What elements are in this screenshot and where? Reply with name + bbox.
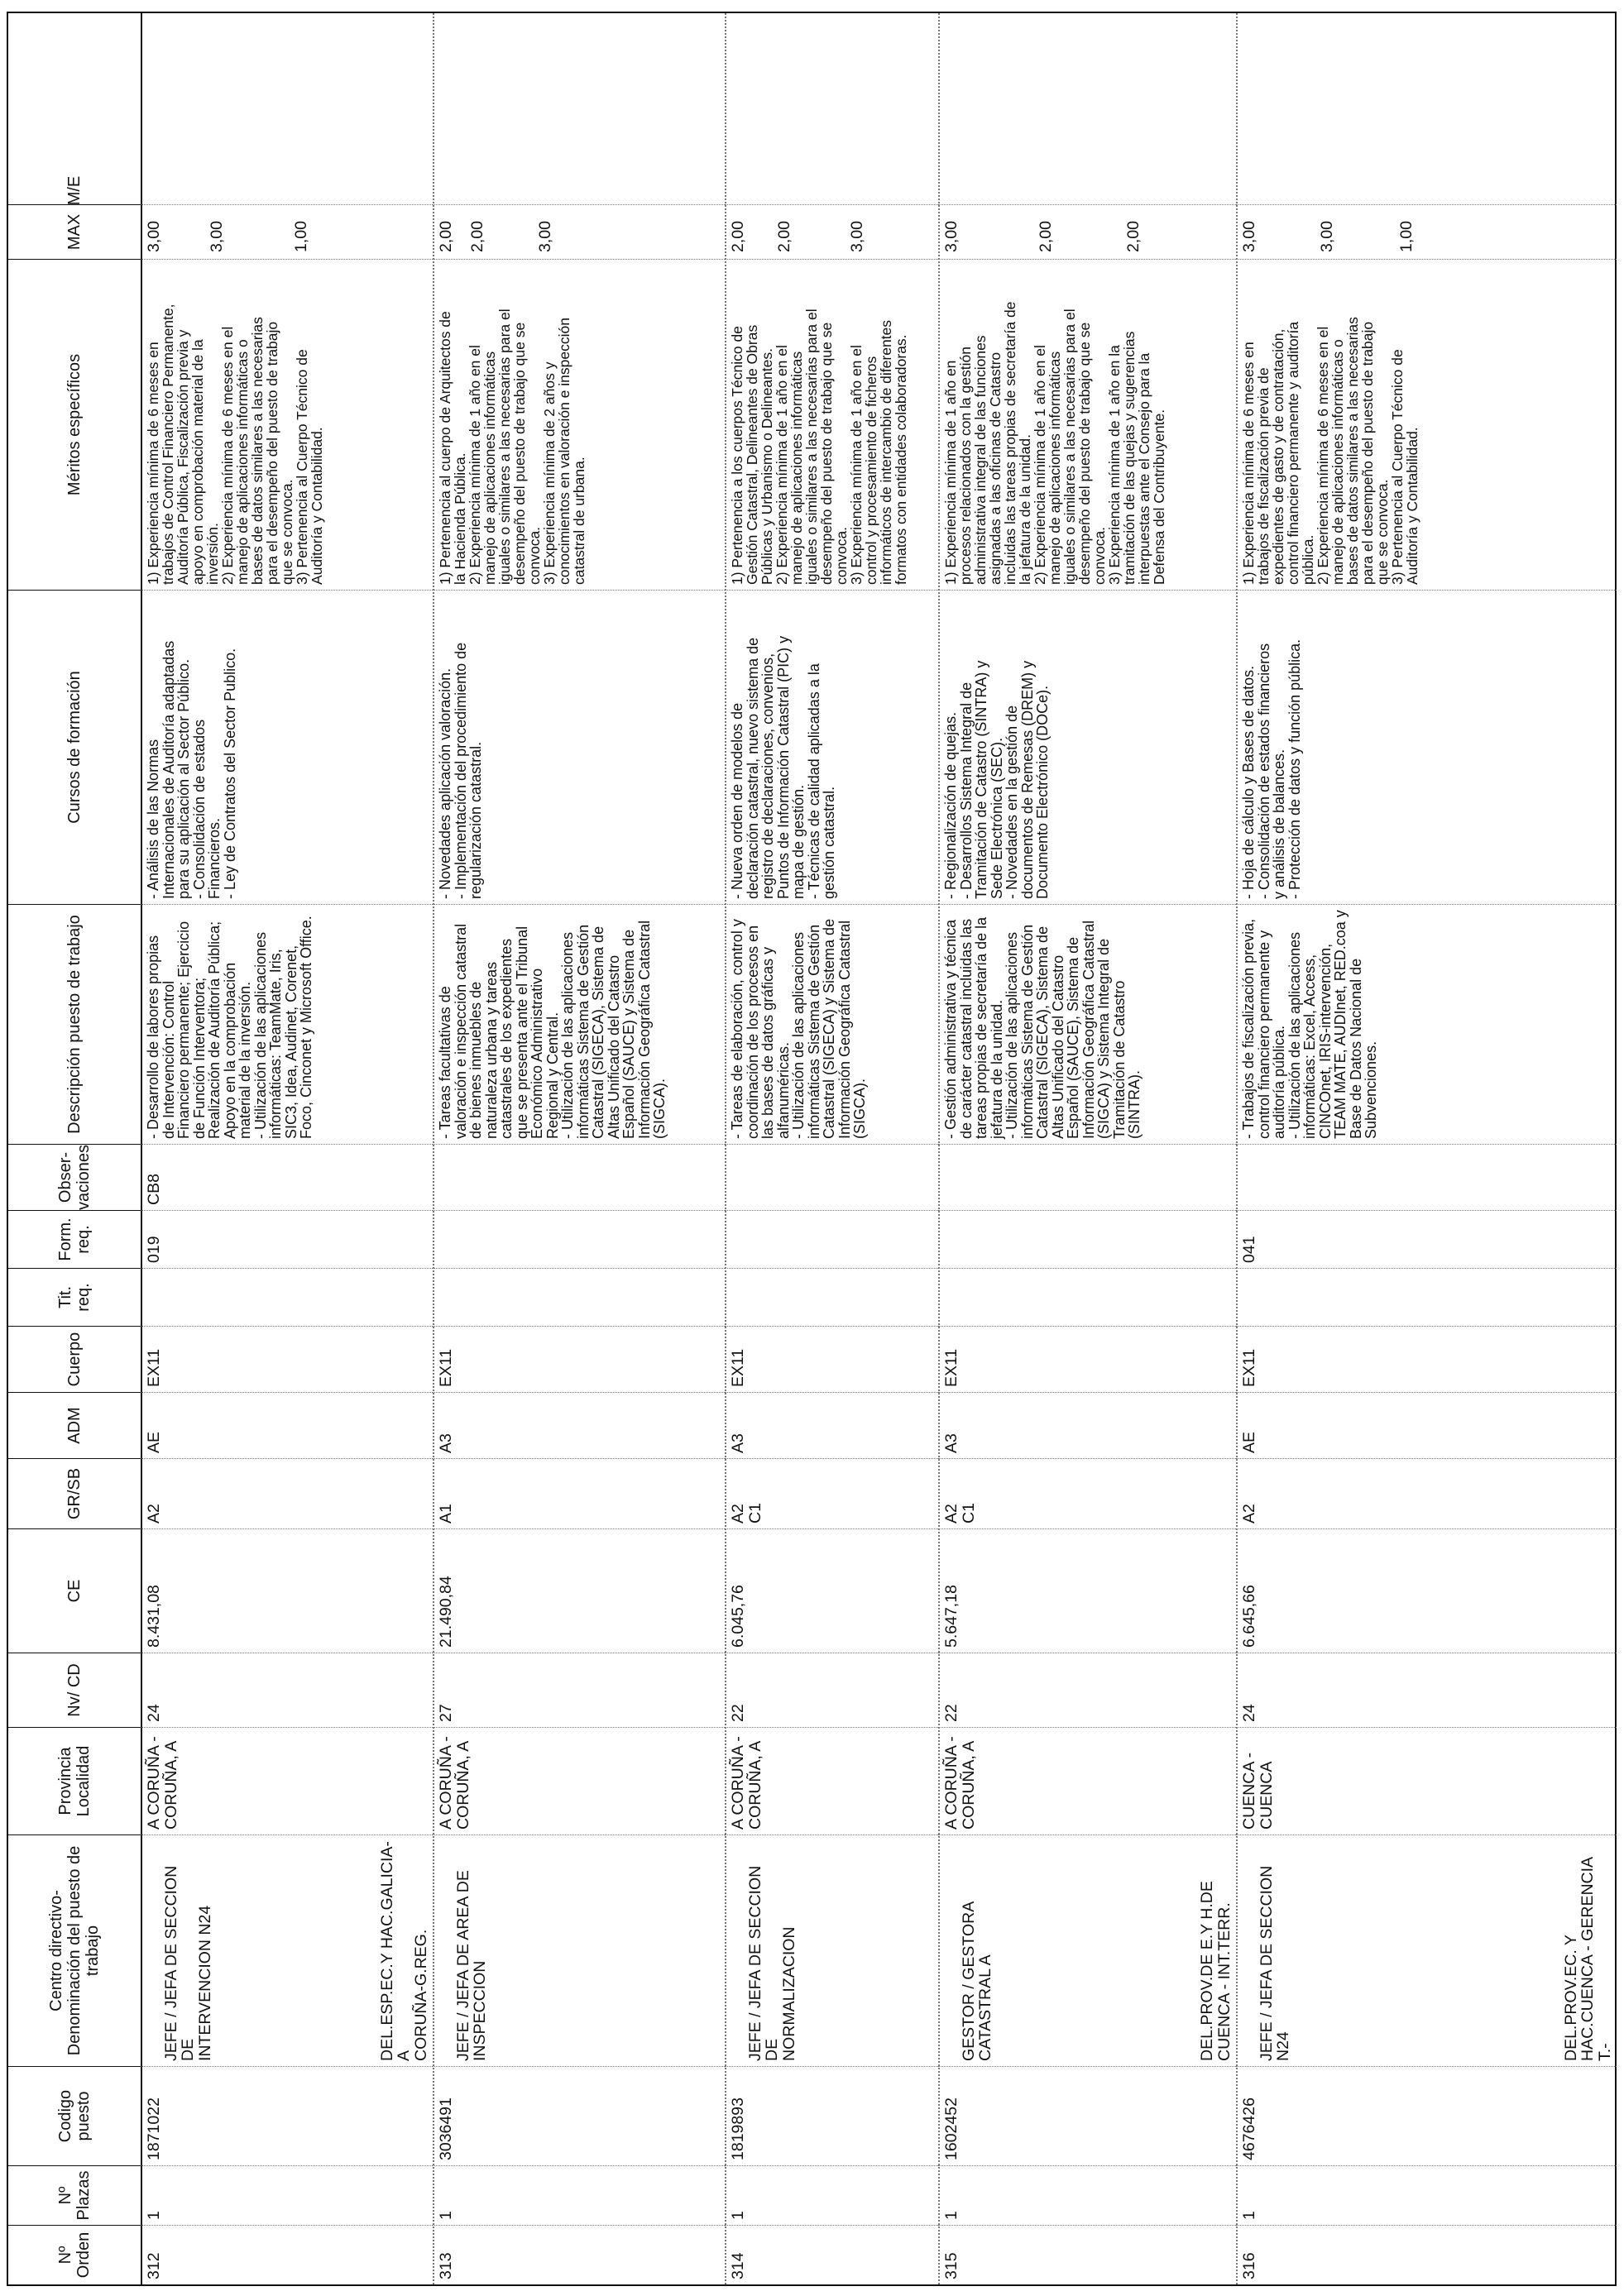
centro-cell [141, 1834, 433, 2066]
centro-denominacion: JEFE / JEFA DE AREA DE INSPECCION [453, 1870, 489, 2061]
cuerpo-cell: EX11 [433, 1326, 725, 1392]
centro-cell [938, 1834, 1236, 2066]
meritos-cell: 1) Pertenencia a los cuerpos Técnico de Gestión Catastral, Delineantes de Obras Públicas y Urbanismo o Delineantes. 2) Experiencia mínima de 1 año en el manejo de aplicaciones informáticas iguales o similares a las necesarias para el desempeño del puesto de trabajo que se convoca. 3) Experiencia mínima de 1 año en el control y procesamiento de ficheros informáticos de intercambio de diferentes formatos con entidades colaboradoras. [725, 259, 938, 590]
grupo-cell: A2 C1 [938, 1458, 1236, 1528]
meritos-cell: 1) Experiencia mínima de 1 año en procesos relacionados con la gestión administrativa integral de las funciones asignadas a las oficinas de Catastro incluidas las tareas propias de secretaría de la jefatura de la unidad. 2) Experiencia mínima de 1 año en el manejo de aplicaciones informáticas iguales o similares a las necesarias para el desempeño del puesto de trabajo que se convoca. 3) Experiencia mínima de 1 año en la tramitación de las quejas y sugerencias interpuestas ante el Consejo para la Defensa del Contribuyente. [938, 259, 1236, 590]
table-row [1236, 13, 1617, 2284]
codigo-cell: 1871022 [141, 2066, 433, 2165]
plazas-cell: 1 [1236, 2165, 1617, 2225]
centro-denominacion: JEFE / JEFA DE SECCION DE NORMALIZACION [745, 1865, 798, 2061]
codigo-cell: 3036491 [433, 2066, 725, 2165]
plazas-cell: 1 [938, 2165, 1236, 2225]
cuerpo-cell: EX11 [938, 1326, 1236, 1392]
form-cell [725, 1210, 938, 1268]
centro-cell [725, 1834, 938, 2066]
cursos-cell: - Análisis de las Normas Internacionales de Auditoría adaptadas para su aplicación al Sector Público. - Consolidación de estados Financieros. - Ley de Contratos del Sector Publico. [141, 590, 433, 904]
col-descripcion-header: Descripción puesto de trabajo [8, 904, 141, 1144]
max-cell [141, 204, 433, 259]
job-positions-table [7, 12, 1617, 2286]
col-me-header: M/E [65, 175, 84, 206]
max-value: 3,00 [145, 221, 163, 252]
col-centro-header: Centro directivo- Denominación del puesto de trabajo [8, 1834, 141, 2066]
centro-directivo: DEL.PROV.EC. Y HAC.CUENCA - GERENCIA T.- [1561, 1858, 1614, 2061]
codigo-cell: 1602452 [938, 2066, 1236, 2165]
obs-cell [1236, 1144, 1617, 1210]
nivel-cell: 24 [141, 1653, 433, 1727]
max-value: 3,00 [848, 221, 866, 252]
table-body [141, 13, 1615, 2284]
max-value: 3,00 [942, 221, 961, 252]
max-value: 3,00 [208, 221, 226, 252]
col-cursos-header: Cursos de formación [8, 590, 141, 904]
adm-cell: AE [1236, 1392, 1617, 1458]
provincia-cell: A CORUÑA - CORUÑA, A [938, 1727, 1236, 1834]
col-nivel-header: Nv/ CD [8, 1653, 141, 1727]
form-cell [433, 1210, 725, 1268]
centro-denominacion: JEFE / JEFA DE SECCION DE INTERVENCION N24 [161, 1865, 214, 2061]
form-cell: 041 [1236, 1210, 1617, 1268]
grupo-cell: A2 [141, 1458, 433, 1528]
plazas-cell: 1 [141, 2165, 433, 2225]
adm-cell: A3 [938, 1392, 1236, 1458]
me-cell [1236, 177, 1617, 204]
descripcion-cell: - Tareas de elaboración, control y coordinación de los procesos en las bases de datos gráficas y alfanuméricas. - Utilización de las aplicaciones informáticas Sistema de Gestión Catastral (SIGECA) y Sistema de Información Geográfica Catastral (SIGCA). [725, 904, 938, 1144]
descripcion-cell: - Gestión administrativa y técnica de carácter catastral incluidas las tareas propias de secretaría de la jefatura de la unidad. - Utilización de las aplicaciones informáticas Sistema de Gestión Catastral (SIGECA), Sistema de Altas Unificado del Catastro Español (SAUCE), Sistema de Información Geográfica Catastral (SIGCA) y Sistema Integral de Tramitación de Catastro (SINTRA). [938, 904, 1236, 1144]
me-cell [938, 177, 1236, 204]
col-cuerpo-header: Cuerpo [8, 1326, 141, 1392]
me-cell [433, 177, 725, 204]
me-cell [141, 177, 433, 204]
ce-cell: 8.431,08 [141, 1528, 433, 1653]
nivel-cell: 22 [938, 1653, 1236, 1727]
table-header [8, 13, 142, 2284]
provincia-cell: A CORUÑA - CORUÑA, A [725, 1727, 938, 1834]
max-value: 2,00 [775, 221, 793, 252]
cursos-cell: - Nueva orden de modelos de declaración catastral, nuevo sistema de registro de declaraciones, convenios, Puntos de Información Catastral (PIC) y mapa de gestión. - Técnicas de calidad aplicadas a la gestión catastral. [725, 590, 938, 904]
table-row [433, 13, 726, 2284]
adm-cell: AE [141, 1392, 433, 1458]
ce-cell: 5.647,18 [938, 1528, 1236, 1653]
provincia-cell: A CORUÑA - CORUÑA, A [141, 1727, 433, 1834]
orden-cell: 312 [141, 2225, 433, 2284]
tit-cell [725, 1268, 938, 1326]
tit-cell [141, 1268, 433, 1326]
centro-denominacion: JEFE / JEFA DE SECCION N24 [1257, 1865, 1292, 2061]
centro-cell [433, 1834, 725, 2066]
max-value: 2,00 [1124, 221, 1143, 252]
col-obs-header: Obser- vaciones [8, 1144, 141, 1210]
col-orden-header: Nº Orden [8, 2225, 141, 2284]
me-cell [725, 177, 938, 204]
max-cell [938, 204, 1236, 259]
max-value: 3,00 [536, 221, 554, 252]
tit-cell [433, 1268, 725, 1326]
cuerpo-cell: EX11 [141, 1326, 433, 1392]
nivel-cell: 27 [433, 1653, 725, 1727]
max-value: 2,00 [437, 221, 455, 252]
col-max-header: MAX [8, 204, 141, 259]
col-form-header: Form. req. [8, 1210, 141, 1268]
descripcion-cell: - Desarrollo de labores propias de Intervención: Control Financiero permanente; Ejercicio de Función Interventora; Realización de Auditoría Pública; Apoyo en la comprobación material de la inversión. - Utilización de las aplicaciones informáticas: TeamMate, Iris, SIC3, Idea, Audinet, Corenet, Foco, Cinconet y Microsoft Office. [141, 904, 433, 1144]
centro-denominacion: GESTOR / GESTORA CATASTRAL A [959, 1901, 994, 2061]
max-value: 1,00 [1397, 221, 1416, 252]
centro-directivo: DEL.PROV.DE E.Y H.DE CUENCA - INT.TERR. [1198, 1881, 1234, 2061]
col-codigo-header: Codigo puesto [8, 2066, 141, 2165]
ce-cell: 21.490,84 [433, 1528, 725, 1653]
plazas-cell: 1 [725, 2165, 938, 2225]
max-value: 3,00 [1240, 221, 1258, 252]
cuerpo-cell: EX11 [1236, 1326, 1617, 1392]
centro-cell [1236, 1834, 1617, 2066]
form-cell [938, 1210, 1236, 1268]
meritos-cell: 1) Experiencia mínima de 6 meses en trabajos de Control Financiero Permanente, Auditoría Pública, Fiscalización previa y apoyo en comprobación material de la inversión. 2) Experiencia mínima de 6 meses en el manejo de aplicaciones informáticas o bases de datos similares a las necesarias para el desempeño del puesto de trabajo que se convoca. 3) Pertenencia al Cuerpo Técnico de Auditoría y Contabilidad. [141, 259, 433, 590]
provincia-cell: A CORUÑA - CORUÑA, A [433, 1727, 725, 1834]
tit-cell [938, 1268, 1236, 1326]
adm-cell: A3 [433, 1392, 725, 1458]
ce-cell: 6.045,76 [725, 1528, 938, 1653]
codigo-cell: 4676426 [1236, 2066, 1617, 2165]
grupo-cell: A2 C1 [725, 1458, 938, 1528]
col-grupo-header: GR/SB [8, 1458, 141, 1528]
nivel-cell: 22 [725, 1653, 938, 1727]
nivel-cell: 24 [1236, 1653, 1617, 1727]
meritos-cell: 1) Pertenencia al cuerpo de Arquitectos de la Hacienda Pública. 2) Experiencia mínima de 1 año en el manejo de aplicaciones informáticas iguales o similares a las necesarias para el desempeño del puesto de trabajo que se convoca. 3) Experiencia mínima de 2 años y conocimientos en valoración e inspección catastral de urbana. [433, 259, 725, 590]
grupo-cell: A1 [433, 1458, 725, 1528]
grupo-cell: A2 [1236, 1458, 1617, 1528]
max-cell [725, 204, 938, 259]
table-row [938, 13, 1238, 2284]
max-value: 2,00 [729, 221, 747, 252]
obs-cell [725, 1144, 938, 1210]
plazas-cell: 1 [433, 2165, 725, 2225]
cursos-cell: - Regionalización de quejas. - Desarrollos Sistema Integral de Tramitación de Catastro (SINTRA) y Sede Electrónica (SEC). - Novedades en la gestión de documentos de Remesas (DREM) y Documento Electrónico (DOCe). [938, 590, 1236, 904]
col-plazas-header: Nº Plazas [8, 2165, 141, 2225]
max-value: 2,00 [468, 221, 486, 252]
orden-cell: 314 [725, 2225, 938, 2284]
centro-directivo: DEL.ESP.EC.Y HAC.GALICIA-A CORUÑA-G.REG. [377, 1841, 430, 2061]
col-adm-header: ADM [8, 1392, 141, 1458]
obs-cell [938, 1144, 1236, 1210]
obs-cell: CB8 [141, 1144, 433, 1210]
table-row [725, 13, 940, 2284]
max-cell [1236, 204, 1617, 259]
cursos-cell: - Hoja de cálculo y Bases de datos. - Consolidación de estados financieros y análisis de balances. - Protección de datos y función pública. [1236, 590, 1617, 904]
orden-cell: 315 [938, 2225, 1236, 2284]
max-value: 2,00 [1037, 221, 1055, 252]
cuerpo-cell: EX11 [725, 1326, 938, 1392]
col-provincia-header: Provincia Localidad [8, 1727, 141, 1834]
ce-cell: 6.645,66 [1236, 1528, 1617, 1653]
descripcion-cell: - Tareas facultativas de valoración e inspección catastral de bienes inmuebles de naturaleza urbana y tareas catastrales de los expedientes que se presenta ante el Tribunal Económico Administrativo Regional y Central. - Utilización de las aplicaciones informáticas Sistema de Gestión Catastral (SIGECA), Sistema de Altas Unificado del Catastro Español (SAUCE) y Sistema de Información Geográfica Catastral (SIGCA). [433, 904, 725, 1144]
tit-cell [1236, 1268, 1617, 1326]
form-cell: 019 [141, 1210, 433, 1268]
descripcion-cell: - Trabajos de fiscalización previa, control financiero permanente y auditoría pública. - Utilización de las aplicaciones informáticas: Excel, Access, CINCOnet, IRIS-intervención, TEAM MATE, AUDInet, RED.coa y Base de Datos Nacional de Subvenciones. [1236, 904, 1617, 1144]
max-value: 3,00 [1318, 221, 1336, 252]
codigo-cell: 1819893 [725, 2066, 938, 2165]
col-ce-header: CE [8, 1528, 141, 1653]
table-row [141, 13, 434, 2284]
obs-cell [433, 1144, 725, 1210]
cursos-cell: - Novedades aplicación valoración. - Implementación del procedimiento de regularización catastral. [433, 590, 725, 904]
adm-cell: A3 [725, 1392, 938, 1458]
max-value: 1,00 [292, 221, 310, 252]
col-tit-header: Tit. req. [8, 1268, 141, 1326]
provincia-cell: CUENCA - CUENCA [1236, 1727, 1617, 1834]
meritos-cell: 1) Experiencia mínima de 6 meses en trabajos de fiscalización previa de expedientes de gasto y de contratación, control financiero permanente y auditoría pública. 2) Experiencia mínima de 6 meses en el manejo de aplicaciones informáticas o bases de datos similares a las necesarias para el desempeño del puesto de trabajo que se convoca. 3) Pertenencia al Cuerpo Técnico de Auditoría y Contabilidad. [1236, 259, 1617, 590]
orden-cell: 313 [433, 2225, 725, 2284]
max-cell [433, 204, 725, 259]
col-meritos-header: Méritos específicos [8, 259, 141, 590]
orden-cell: 316 [1236, 2225, 1617, 2284]
